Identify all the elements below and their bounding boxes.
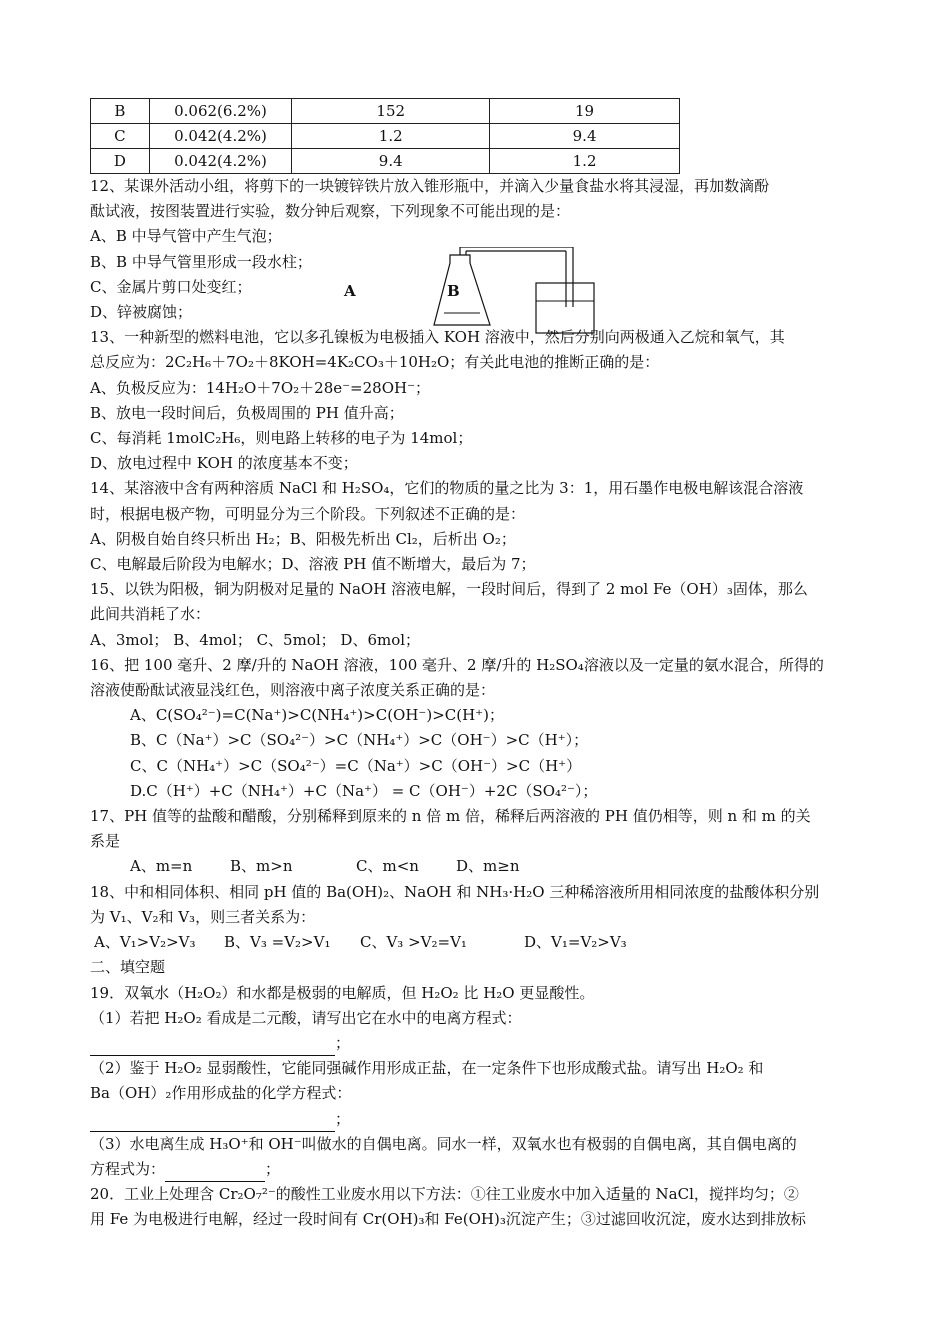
q18-option-b: B、V₃ =V₂>V₁	[224, 933, 331, 952]
table-cell: B	[91, 99, 150, 124]
q12-option-b: B、B 中导气管里形成一段水柱；	[90, 252, 312, 271]
q12-option-a: A、B 中导气管中产生气泡；	[90, 227, 282, 246]
q17-option-d: D、m≥n	[456, 857, 520, 876]
label-a: A	[344, 282, 356, 300]
semicolon: ；	[335, 1033, 351, 1052]
q12-option-d: D、锌被腐蚀；	[90, 303, 193, 322]
q19-answer-line-1	[90, 1031, 865, 1056]
q18-options	[90, 930, 865, 955]
q13-stem: 总反应为：2C₂H₆＋7O₂＋8KOH=4K₂CO₃＋10H₂O；有关此电池的推断正确的是：	[90, 353, 660, 372]
q20-stem: 20．工业上处理含 Cr₂O₇²⁻的酸性工业废水用以下方法：①往工业废水中加入适量的 NaCl，搅拌均匀；②	[90, 1185, 799, 1204]
q14-options-cd: C、电解最后阶段为电解水；D、溶液 PH 值不断增大，最后为 7；	[90, 555, 536, 574]
q16-stem: 溶液使酚酞试液显浅红色，则溶液中离子浓度关系正确的是：	[90, 681, 496, 700]
beaker	[536, 283, 594, 333]
table-cell: 0.062(6.2%)	[149, 99, 292, 124]
q16-option-a: A、C(SO₄²⁻)=C(Na⁺)>C(NH₄⁺)>C(OH⁻)>C(H⁺)；	[130, 706, 504, 725]
conical-flask	[434, 255, 490, 325]
table-cell: 0.042(4.2%)	[149, 124, 292, 149]
answer-blank[interactable]	[90, 1113, 335, 1132]
q19-part2: Ba（OH）₂作用形成盐的化学方程式：	[90, 1084, 352, 1103]
q16-option-c: C、C（NH₄⁺）>C（SO₄²⁻）=C（Na⁺）>C（OH⁻）>C（H⁺）	[130, 756, 582, 775]
q18-option-a: A、V₁>V₂>V₃	[94, 933, 196, 952]
q18-option-d: D、V₁=V₂>V₃	[524, 933, 627, 952]
q15-options: A、3mol； B、4mol； C、5mol； D、6mol；	[90, 630, 421, 649]
table-cell: 9.4	[292, 149, 490, 174]
q15-stem: 此间共消耗了水：	[90, 605, 211, 624]
semicolon: ；	[335, 1109, 351, 1128]
q19-part3: （3）水电离生成 H₃O⁺和 OH⁻叫做水的自偶电离。同水一样，双氧水也有极弱的自偶电离，其自偶电离的	[90, 1134, 797, 1153]
q13-option-c: C、每消耗 1molC₂H₆，则电路上转移的电子为 14mol；	[90, 429, 473, 448]
q20-stem: 用 Fe 为电极进行电解，经过一段时间有 Cr(OH)₃和 Fe(OH)₃沉淀产生；③过滤回收沉淀，废水达到排放标	[90, 1210, 806, 1229]
q19-part1: （1）若把 H₂O₂ 看成是二元酸，请写出它在水中的电离方程式：	[90, 1008, 522, 1027]
q17-stem: 17、PH 值等的盐酸和醋酸，分别稀释到原来的 n 倍 m 倍，稀释后两溶液的 PH 值仍相等，则 n 和 m 的关	[90, 807, 811, 826]
q19-answer-line-2	[90, 1107, 865, 1132]
q14-stem: 14、某溶液中含有两种溶质 NaCl 和 H₂SO₄，它们的物质的量之比为 3：1，用石墨作电极电解该混合溶液	[90, 479, 804, 498]
table-row	[91, 149, 680, 174]
q15-stem: 15、以铁为阳极，铜为阴极对足量的 NaOH 溶液电解，一段时间后，得到了 2 mol Fe（OH）₃固体，那么	[90, 580, 808, 599]
q18-stem: 18、中和相同体积、相同 pH 值的 Ba(OH)₂、NaOH 和 NH₃·H₂O 三种稀溶液所用相同浓度的盐酸体积分别	[90, 882, 820, 901]
q13-option-b: B、放电一段时间后，负极周围的 PH 值升高；	[90, 403, 404, 422]
q17-option-c: C、m<n	[356, 857, 419, 876]
table-cell: 152	[292, 99, 490, 124]
answer-blank[interactable]	[90, 1037, 335, 1056]
q16-option-d: D.C（H⁺）+C（NH₄⁺）+C（Na⁺） = C（OH⁻）+2C（SO₄²⁻）；	[130, 781, 598, 800]
q17-option-a: A、m=n	[130, 857, 193, 876]
q18-option-c: C、V₃ >V₂=V₁	[360, 933, 467, 952]
table-cell: 1.2	[292, 124, 490, 149]
table-cell: D	[91, 149, 150, 174]
q12-stem: 12、某课外活动小组，将剪下的一块镀锌铁片放入锥形瓶中，并滴入少量食盐水将其浸湿，再加数滴酚	[90, 177, 770, 195]
section-heading: 二、填空题	[90, 958, 166, 977]
answer-blank[interactable]	[165, 1163, 265, 1182]
semicolon: ；	[265, 1159, 281, 1178]
q14-stem: 时，根据电极产物，可明显分为三个阶段。下列叙述不正确的是：	[90, 504, 526, 523]
table-cell: 0.042(4.2%)	[149, 149, 292, 174]
table-cell: 1.2	[490, 149, 680, 174]
q16-stem: 16、把 100 毫升、2 摩/升的 NaOH 溶液，100 毫升、2 摩/升的 H₂SO₄溶液以及一定量的氨水混合，所得的	[90, 655, 824, 674]
table-row	[91, 99, 680, 124]
q17-option-b: B、m>n	[230, 857, 293, 876]
label-b: B	[447, 282, 460, 300]
q16-option-b: B、C（Na⁺）>C（SO₄²⁻）>C（NH₄⁺）>C（OH⁻）>C（H⁺）；	[130, 731, 589, 750]
q18-stem: 为 V₁、V₂和 V₃，则三者关系为：	[90, 907, 316, 926]
q12-stem: 酞试液，按图装置进行实验，数分钟后观察，下列现象不可能出现的是：	[90, 202, 571, 221]
q19-part3-label: 方程式为：	[90, 1159, 166, 1178]
q17-options	[90, 854, 865, 879]
table-row	[91, 124, 680, 149]
table-cell: C	[91, 124, 150, 149]
q14-options-ab: A、阴极自始自终只析出 H₂；B、阳极先析出 Cl₂，后析出 O₂；	[90, 529, 516, 548]
q19-part2: （2）鉴于 H₂O₂ 显弱酸性，它能同强碱作用形成正盐，在一定条件下也形成酸式盐。请写出 H₂O₂ 和	[90, 1059, 764, 1078]
q19-stem: 19．双氧水（H₂O₂）和水都是极弱的电解质，但 H₂O₂ 比 H₂O 更显酸性。	[90, 983, 595, 1002]
table-cell: 19	[490, 99, 680, 124]
q12-option-c: C、金属片剪口处变红；	[90, 277, 252, 296]
q19-part3	[90, 1157, 865, 1182]
q17-stem: 系是	[90, 832, 121, 851]
q13-option-d: D、放电过程中 KOH 的浓度基本不变；	[90, 454, 358, 473]
table-cell: 9.4	[490, 124, 680, 149]
q13-stem: 13、一种新型的燃料电池，它以多孔镍板为电极插入 KOH 溶液中，然后分别向两极通入乙烷和氧气，其	[90, 328, 785, 347]
q13-option-a: A、负极反应为：14H₂O＋7O₂＋28e⁻=28OH⁻；	[90, 378, 430, 397]
data-table	[90, 98, 680, 174]
